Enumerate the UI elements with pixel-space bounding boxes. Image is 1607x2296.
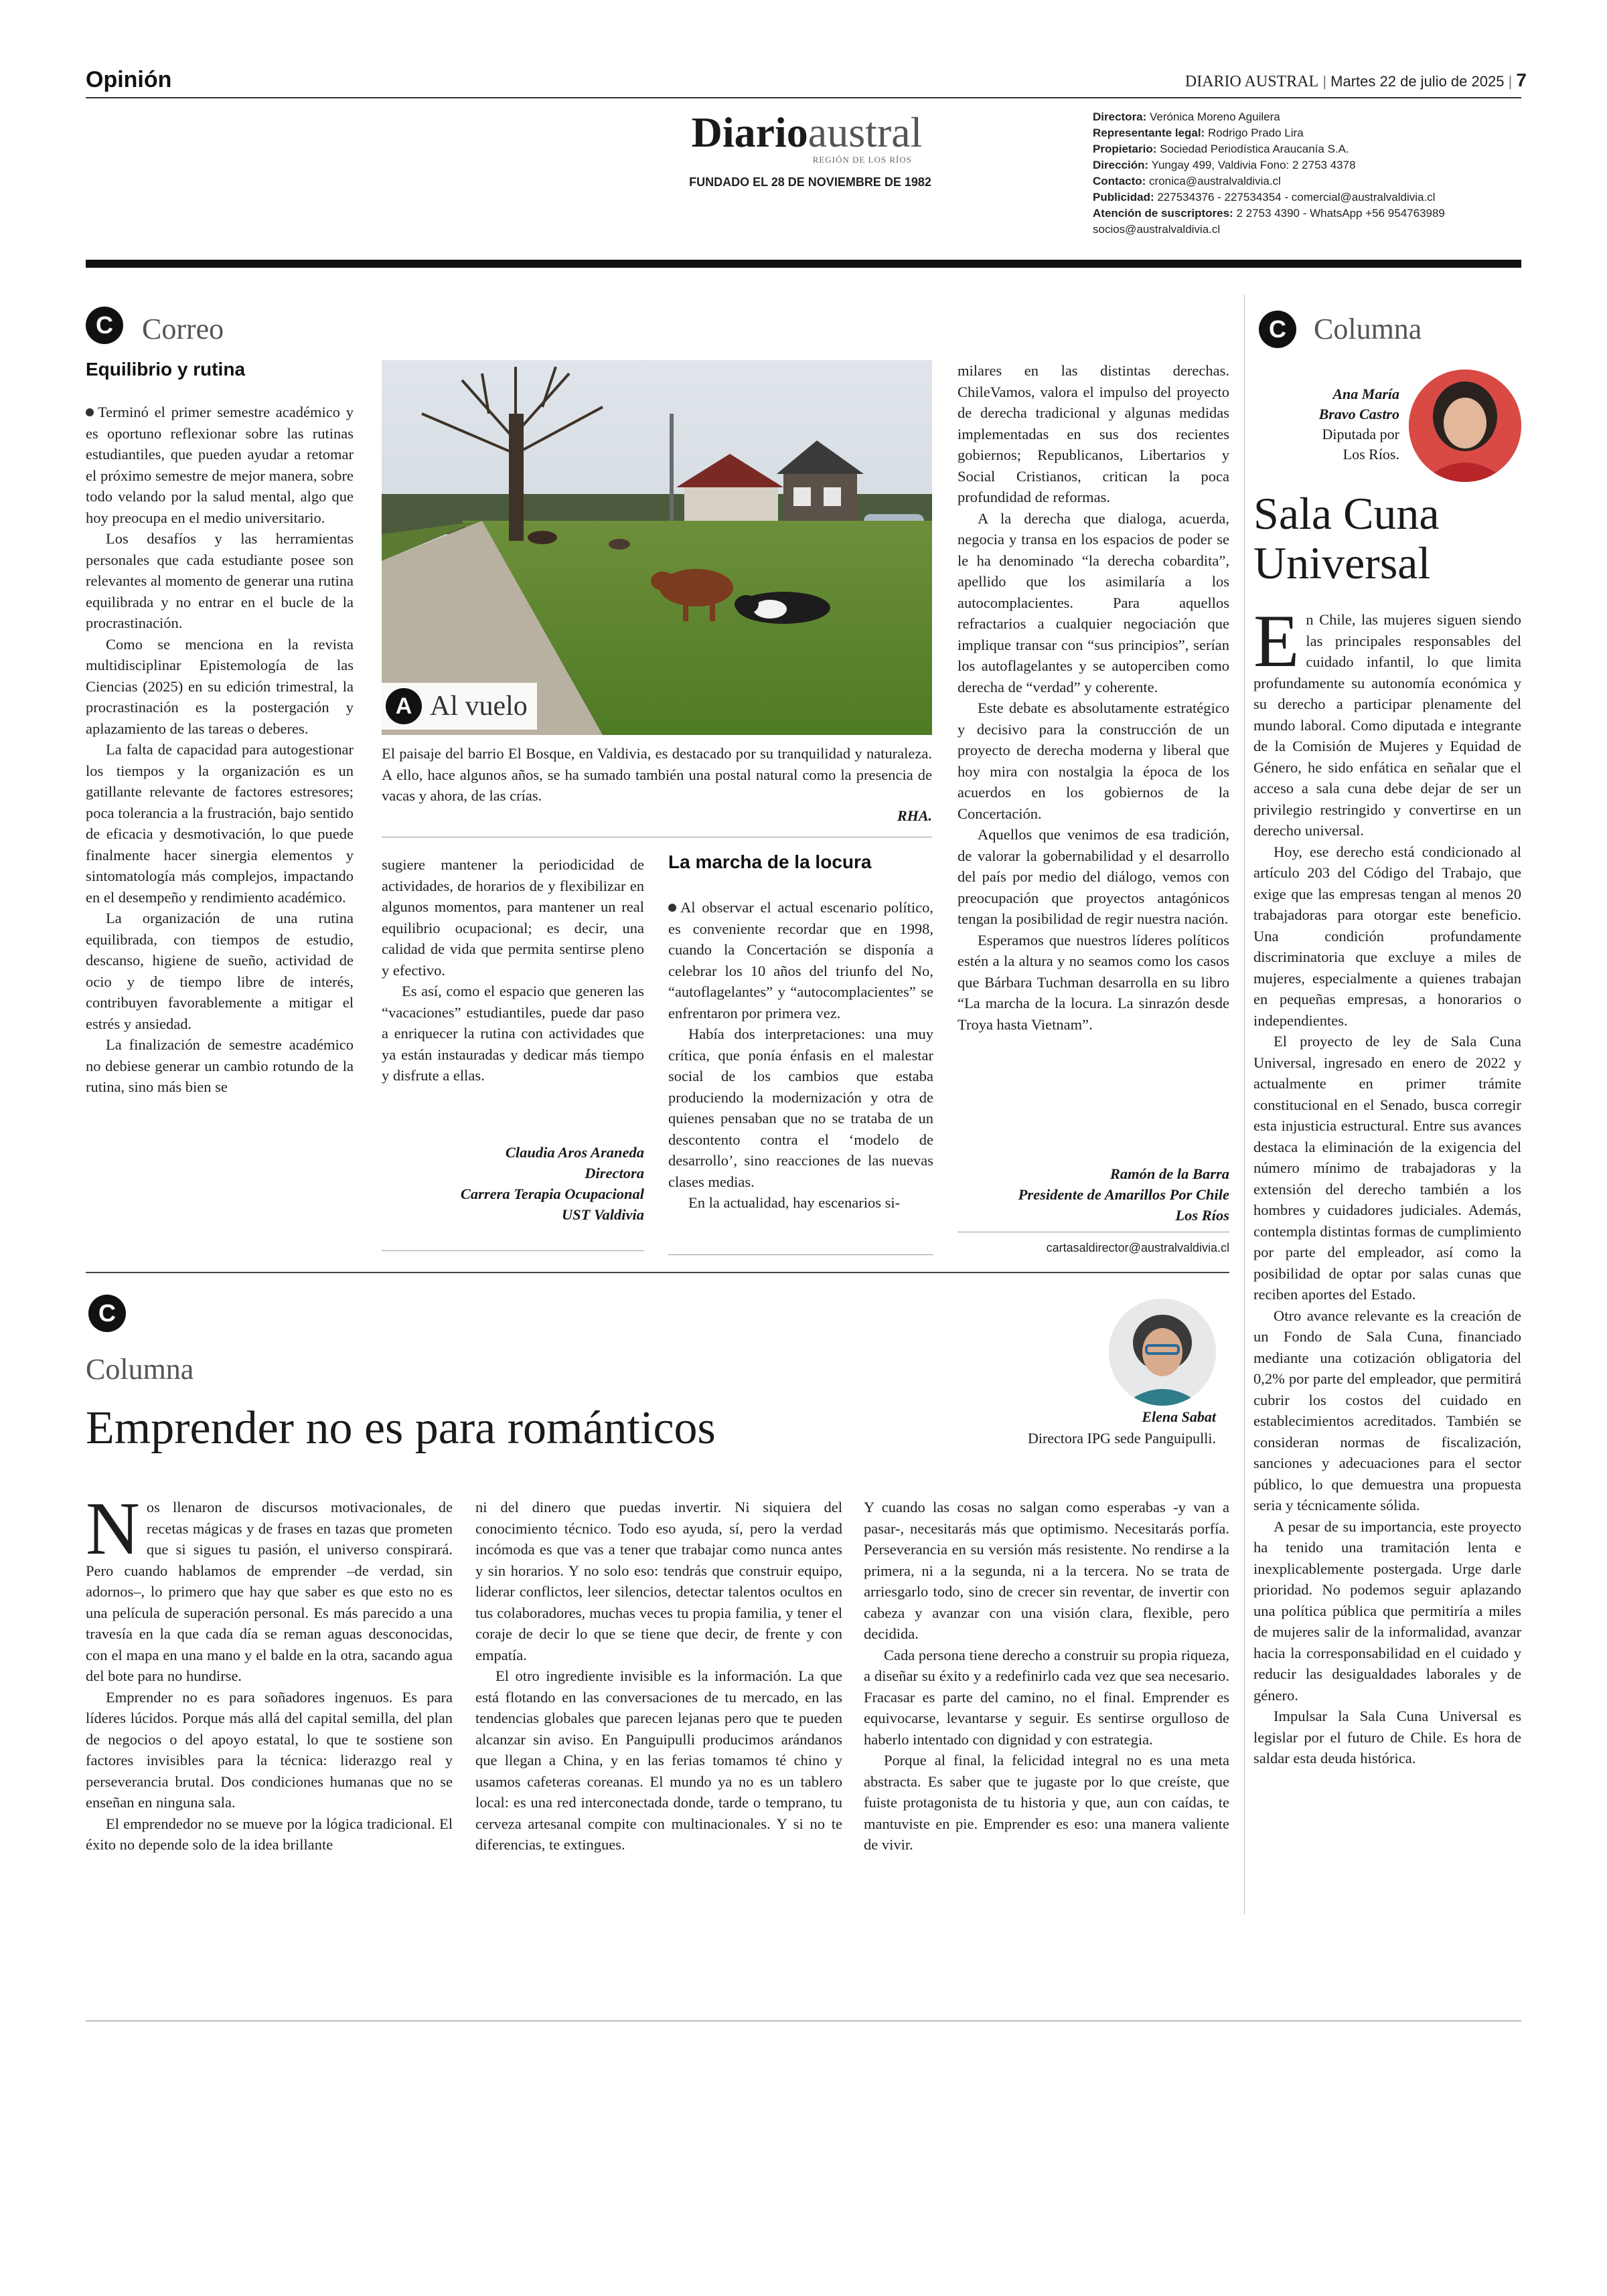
letter-paragraph: Este debate es absolutamente estratégico y decisivo para la construcción de un proyecto de derecha moderna y liberal que hoy mira con nostalgia la época de los acuerdos en los gobiernos de la Concertación. xyxy=(958,700,1229,822)
author-name: Ana María xyxy=(1332,386,1399,402)
sig-line: UST Valdivia xyxy=(561,1206,644,1223)
letter2-col1-rule xyxy=(668,1254,933,1255)
letter-paragraph: La falta de capacidad para autogestionar los tiempos y la organización es un gatillante relevante de factores estresores; poca tolerancia a la frustración, bajo sentido de eficacia y desmotivación, lo que puede finalmente hacer sinergia elementos y sintomatología más complejos, impactando en el desempeño y rendimiento académico. xyxy=(86,741,354,906)
logo-austral: austral xyxy=(808,108,923,156)
columna-bottom-col1 xyxy=(86,1487,453,1856)
info-line: Contacto: cronica@australvaldivia.cl xyxy=(1093,175,1281,187)
correo-badge-icon: C xyxy=(86,307,123,344)
sig-line: Los Ríos xyxy=(1175,1207,1229,1224)
column-paragraph: El otro ingrediente invisible es la información. La que está flotando en las conversaciones de tu mercado, en las tendencias globales que parecen lejanas pero que te pueden alcanzar sin aviso. En Panguipulli producimos arándanos que llegan a China, y en las ferias tomamos té chino y usamos cafeteras coreanas. El mundo ya no es un tablero local: es una red interconectada donde, tarde o temprano, tu cerveza artesanal compite con multinacionales. Y si no te diferencias, te extingues. xyxy=(475,1667,842,1853)
letter1-signature xyxy=(382,1142,644,1225)
photo-credit: RHA. xyxy=(897,807,932,824)
info-line: Directora: Verónica Moreno Aguilera xyxy=(1093,110,1280,123)
photo-cows-scene xyxy=(382,360,932,735)
columna-bottom-title: Emprender no es para románticos xyxy=(86,1402,716,1454)
founded-line: FUNDADO EL 28 DE NOVIEMBRE DE 1982 xyxy=(689,175,931,189)
sig-line: Carrera Terapia Ocupacional xyxy=(460,1185,644,1202)
columna-right-badge-icon: C xyxy=(1259,311,1296,348)
info-line: Representante legal: Rodrigo Prado Lira xyxy=(1093,127,1304,139)
sig-line: Presidente de Amarillos Por Chile xyxy=(1018,1186,1229,1203)
column-paragraph: Impulsar la Sala Cuna Universal es legislar por el futuro de Chile. Es hora de saldar esta deuda histórica. xyxy=(1253,1708,1521,1767)
dropcap: N xyxy=(86,1487,140,1570)
letter1-col2 xyxy=(382,854,644,1086)
letter-paragraph: sugiere mantener la periodicidad de actividades, de horarios de y flexibilizar en algunos momentos, para mantener un real equilibrio ocupacional; es decir, una calidad de vida que permita sentirse pleno y efectivo. xyxy=(382,856,644,979)
column-paragraph: Porque al final, la felicidad integral no es una meta abstracta. Es saber que te jugaste por lo que creíste, que fuiste protagonista de tu historia y que, aun con caídas, te mantuviste en pie. Emprender es eso: una manera valiente de vivir. xyxy=(864,1752,1229,1853)
columna-right-body xyxy=(1253,600,1521,1769)
column-paragraph: A pesar de su importancia, este proyecto ha tenido una tramitación lenta e inexplicablemente postergada. Urge darle prioridad. No podemos seguir aplazando una política pública que permitiría a miles de mujeres salir de la informalidad, avanzar hacia la corresponsabilidad en el cuidado y reducir las desigualdades laborales y de género. xyxy=(1253,1518,1521,1704)
author-role: Los Ríos. xyxy=(1343,446,1399,463)
info-line: Publicidad: 227534376 - 227534354 - comercial@australvaldivia.cl xyxy=(1093,191,1436,203)
letter2-col1 xyxy=(668,897,933,1214)
letter-paragraph: Aquellos que venimos de esa tradición, de valorar la gobernabilidad y el desarrollo del país por medio del diálogo, vemos con preocupación que proyectos antagónicos tengan la posibilidad de regir nuestra nación. xyxy=(958,826,1229,927)
author-portrait-icon xyxy=(1109,1299,1216,1406)
column-paragraph: El emprendedor no se mueve por la lógica tradicional. El éxito no depende solo de la idea brillante xyxy=(86,1815,453,1853)
right-column-divider xyxy=(1244,295,1245,1914)
columna-bottom-role: Directora IPG sede Panguipulli. xyxy=(1027,1430,1216,1447)
correo-section-title: Correo xyxy=(142,313,224,345)
letter2-title: La marcha de la locura xyxy=(668,851,872,872)
info-line: socios@australvaldivia.cl xyxy=(1093,223,1221,236)
column-paragraph: Otro avance relevante es la creación de un Fondo de Sala Cuna, financiado mediante una cotización obligatoria del 0,2% por parte del empleador, que permitirá cubrir los costos del cuidado en establecimientos acreditados. También se consideran normas de fiscalización, sanciones y adecuaciones para el sector público, lo que demuestra una propuesta seria y técnicamente sólida. xyxy=(1253,1307,1521,1513)
al-vuelo-badge-icon: A xyxy=(386,688,422,724)
masthead-info xyxy=(1093,109,1521,238)
paper-name: DIARIO AUSTRAL xyxy=(1184,73,1319,90)
info-line: Propietario: Sociedad Periodística Araucanía S.A. xyxy=(1093,143,1349,155)
columna-bottom-col3 xyxy=(864,1497,1229,1856)
letter-paragraph: Esperamos que nuestros líderes políticos estén a la altura y no seamos como los casos que Bárbara Tuchman desarrolla en su libro “La marcha de la locura. La sinrazón desde Troya hasta Vietnam”. xyxy=(958,931,1229,1033)
masthead-logo xyxy=(690,110,924,165)
letter1-col1 xyxy=(86,402,354,1098)
column-paragraph: El proyecto de ley de Sala Cuna Universal, ingresado en enero de 2022 y actualmente en primer trámite constitucional en el Senado, busca corregir esta injusticia estructural. Entre sus avances destaca la eliminación de la exigencia del número mínimo de trabajadoras y la extensión del derecho también a los hombres y cuidadores judiciales. Además, contempla distintas formas de cumplimiento por parte del empleador, así como la posibilidad de optar por salas cunas que reciben aportes del Estado. xyxy=(1253,1033,1521,1303)
footer-rule xyxy=(86,2020,1521,2022)
column-paragraph: Emprender no es para soñadores ingenuos. Es para líderes lúcidos. Porque más allá del capital semilla, del plan de negocios o del apoyo estatal, lo que te sostiene son factores invisibles para la técnica: liderazgo real y perseverancia brutal. Dos condiciones humanas que no se enseñan en ninguna sala. xyxy=(86,1688,453,1811)
letter-paragraph: Como se menciona en la revista multidisciplinar Epistemología de las Ciencias (2025) en su edición trimestral, la procrastinación es la postergación y aplazamiento de las tareas o deberes. xyxy=(86,635,354,737)
issue-date: Martes 22 de julio de 2025 xyxy=(1330,73,1505,90)
columna-bottom-author: Elena Sabat xyxy=(1142,1408,1216,1425)
letter-paragraph: milares en las distintas derechas. ChileVamos, valora el impulso del proyecto de derecha tradicional y algunas medidas implementadas en sus dos recientes gobiernos; Republicanos, Libertarios y Social Cristianos, critican la poca profundidad de reformas. xyxy=(958,362,1229,505)
masthead-rule xyxy=(86,260,1521,268)
letter-paragraph: La organización de una rutina equilibrada, con tiempos de estudio, descanso, higiene de sueño, actividad de ocio y de tiempo libre de interés, contribuyen favorablemente a mitigar el estrés y ansiedad. xyxy=(86,910,354,1032)
columna-right-avatar xyxy=(1409,370,1521,482)
columna-bottom-badge-icon: C xyxy=(88,1295,126,1332)
column-paragraph: Y cuando las cosas no salgan como esperabas -y van a pasar-, necesitarás más que optimismo. Necesitarás porfía. Perseverancia en su versión más resistente. No rendirse a la primera, ni a la segunda, ni a la tercera. No se trata de arriesgarlo todo, sino de crecer sin reventar, de invertir con cabeza y avanzar con una visión clara, flexible, pero decidida. xyxy=(864,1499,1229,1642)
section-label: Opinión xyxy=(86,67,172,92)
info-line: Atención de suscriptores: 2 2753 4390 - WhatsApp +56 954763989 xyxy=(1093,207,1445,220)
dropcap: E xyxy=(1253,600,1300,683)
sig-name: Ramón de la Barra xyxy=(1109,1165,1229,1182)
logo-region: REGIÓN DE LOS RÍOS xyxy=(812,155,912,165)
sig-line: Directora xyxy=(585,1165,644,1181)
logo-diario: Diario xyxy=(691,108,808,156)
column-paragraph: Nos llenaron de discursos motivacionales, de recetas mágicas y de frases en tazas que prometen que si sigues tu pasión, el universo conspirará. Pero cuando hablamos de emprender –de verdad, sin adornos–, lo primero que hay que saber es que esto no es una película de superación personal. Es más parecido a una travesía en la que cada día se reman aguas desconocidas, con el mapa en una mano y el balde en la otra, sacando agua del bote para no hundirse. xyxy=(86,1487,453,1684)
letter2-signature xyxy=(958,1163,1229,1226)
letter-paragraph: Al observar el actual escenario político, es conveniente recordar que en 1998, cuando la Concertación se disponía a celebrar los 10 años del triunfo del No, “autoflagelantes” y “autocomplacientes” se enfrentaron por primera vez. xyxy=(668,899,933,1021)
author-portrait-icon xyxy=(1409,370,1521,482)
sig-name: Claudia Aros Araneda xyxy=(505,1144,644,1161)
letter-paragraph: Es así, como el espacio que generen las “vacaciones” estudiantiles, puede dar paso a enriquecer la rutina con actividades que ya están instauradas y dedicar más tiempo y disfrute a ellas. xyxy=(382,983,644,1084)
bottom-section-rule xyxy=(86,1272,1229,1273)
letter-paragraph: A la derecha que dialoga, acuerda, negocia y transa en los espacios de poder se le ha denominado “la derecha cobardita”, apellido que los asimilaría a los autocomplacientes. Para aquellos refractarios a cualquier negociación que implique transar con “sus principios”, serían los autoflagelantes y se autoperciben como derecha de “verdad” y coherente. xyxy=(958,509,1229,695)
header-rule xyxy=(86,97,1521,98)
author-name: Bravo Castro xyxy=(1318,406,1399,422)
photo-al-vuelo xyxy=(382,360,932,735)
al-vuelo-label: Al vuelo xyxy=(430,691,528,722)
columna-bottom-avatar xyxy=(1109,1299,1216,1406)
column-paragraph: En Chile, las mujeres siguen siendo las principales responsables del cuidado infantil, lo que limita profundamente su autonomía económica y su derecho a participar plenamente del mundo laboral. Como diputada e integrante de la Comisión de Mujeres y Equidad de Género, he sido enfática en señalar que el acceso a sala cuna debe dejar de ser un privilegio restringido y convertirse en un derecho universal. xyxy=(1253,600,1521,839)
columna-right-title: Sala Cuna Universal xyxy=(1253,488,1440,588)
column-paragraph: ni del dinero que puedas invertir. Ni siquiera del conocimiento técnico. Todo eso ayuda, sí, pero la verdad incómoda es que vas a tener que trabajar como nunca antes y sin horarios. Y no solo eso: tendrás que construir equipo, liderar conflictos, leer silencios, detectar talentos ocultos en tus colaboradores, muchas veces tu propia familia, y tener el coraje de decir lo que se tiene que decir, de frente y con empatía. xyxy=(475,1499,842,1663)
page-header-right: DIARIO AUSTRAL | Martes 22 de julio de 2025 | 7 xyxy=(1184,70,1527,90)
columna-right-section-title: Columna xyxy=(1314,313,1422,345)
column-paragraph: Cada persona tiene derecho a construir su propia riqueza, a diseñar su éxito y a redefinirlo cada vez que sea necesario. Fracasar es parte del camino, no el final. Emprender es equivocarse, levantarse y seguir. Es sentirse orgulloso de haberlo intentado con dignidad y con estrategia. xyxy=(864,1646,1229,1748)
letter-paragraph: La finalización de semestre académico no debiese generar un cambio rotundo de la rutina, sino más bien se xyxy=(86,1036,354,1095)
letter1-title: Equilibrio y rutina xyxy=(86,359,246,380)
page-number: 7 xyxy=(1516,70,1527,90)
letter-paragraph: Los desafíos y las herramientas personales que cada estudiante posee son relevantes al momento de generar una rutina equilibrada y no entrar en el bucle de la procrastinación. xyxy=(86,530,354,631)
letter-paragraph: Terminó el primer semestre académico y es oportuno reflexionar sobre las rutinas estudiantiles, que pueden ayudar a retomar el próximo semestre de mejor manera, sobre todo velando por la salud mental, algo que hoy preocupa en el medio universitario. xyxy=(86,404,354,526)
bullet-icon xyxy=(668,904,676,912)
columna-right-author xyxy=(1259,384,1399,465)
columna-bottom-col2 xyxy=(475,1497,842,1856)
letters-email-link[interactable]: cartasaldirector@australvaldivia.cl xyxy=(1046,1241,1229,1254)
author-role: Diputada por xyxy=(1322,426,1399,442)
photo-caption: El paisaje del barrio El Bosque, en Valdivia, es destacado por su tranquilidad y naturaleza. A ello, hace algunos años, se ha sumado también una postal natural como la presencia de vacas y ahora, de las crías. xyxy=(382,745,932,804)
letter1-end-rule xyxy=(382,1250,644,1251)
info-line: Dirección: Yungay 499, Valdivia Fono: 2 2753 4378 xyxy=(1093,159,1356,171)
al-vuelo-tag xyxy=(382,683,537,730)
letter2-col2 xyxy=(958,360,1229,1035)
bullet-icon xyxy=(86,408,94,416)
column-paragraph: Hoy, ese derecho está condicionado al artículo 203 del Código del Trabajo, que exige que las empresas tengan al menos 20 trabajadoras para otorgar este beneficio. Una condición profundamente discriminatoria que excluye a miles de mujeres, especialmente a quienes trabajan en pequeñas empresas, a honorarios o independientes. xyxy=(1253,843,1521,1029)
columna-bottom-section-title: Columna xyxy=(86,1353,194,1386)
letter-paragraph: Había dos interpretaciones: una muy crítica, que ponía énfasis en el malestar social de los cambios que estaba produciendo la modernización y otra de quienes pensaban que no se trataba de un descontento contra el ‘modelo de desarrollo’, sino reacciones de las nuevas clases medias. xyxy=(668,1026,933,1190)
letter-paragraph: En la actualidad, hay escenarios si- xyxy=(688,1194,901,1211)
